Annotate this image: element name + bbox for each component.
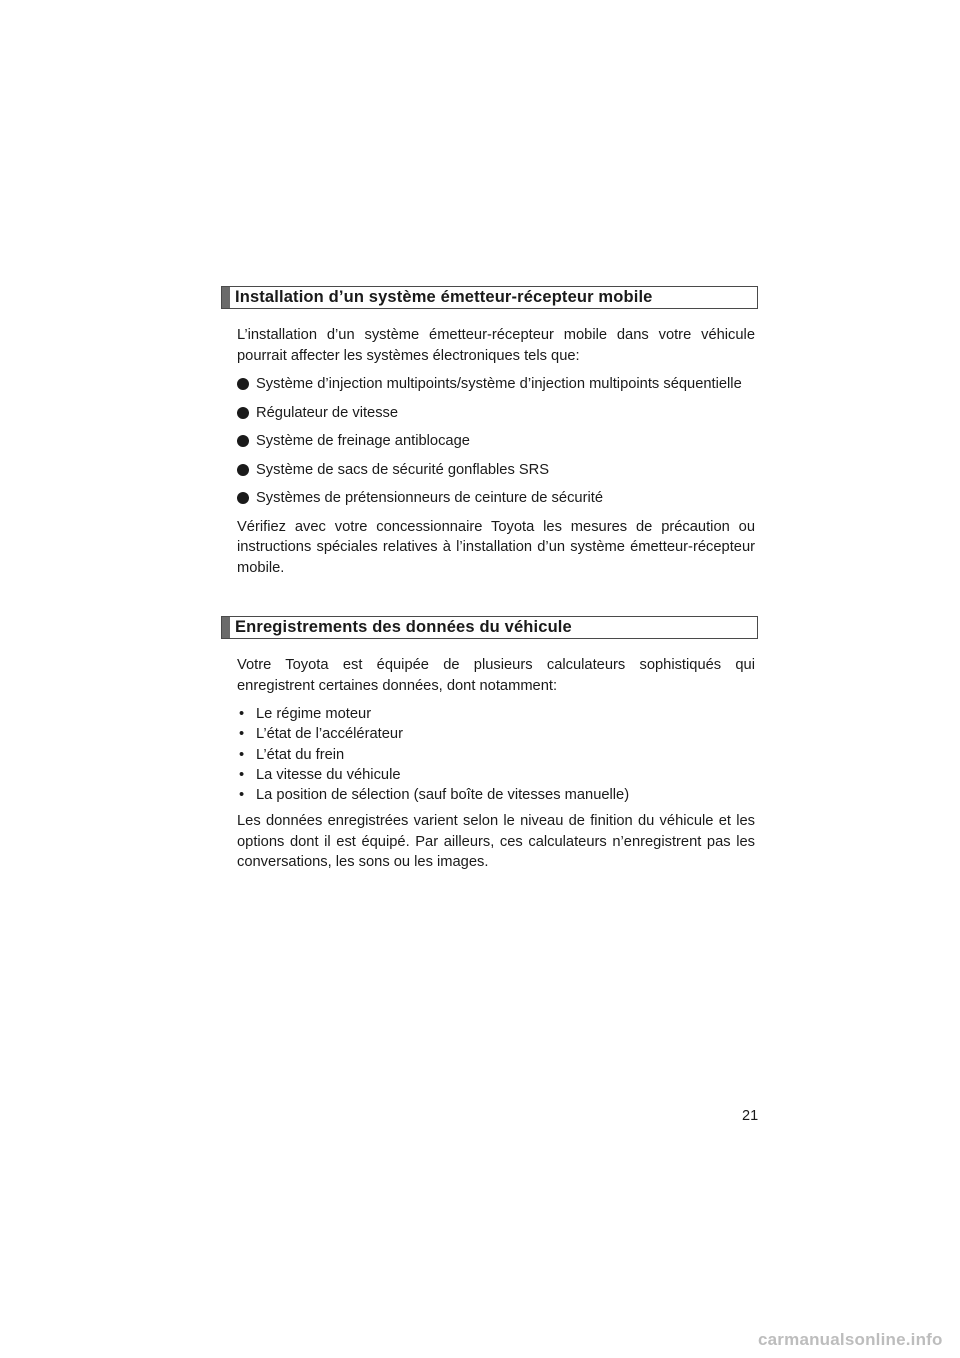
bullet-mark-icon: • [239, 726, 245, 743]
list-item: Système de sacs de sécurité gonflables SRS [237, 460, 755, 481]
bullet-dot-icon [237, 435, 249, 447]
list-item: • L’état du frein [237, 745, 755, 765]
bullet-dot-icon [237, 464, 249, 476]
section-header-data-recording [221, 616, 758, 639]
list-item: Système de freinage antiblocage [237, 431, 755, 452]
dash-list [237, 704, 755, 805]
bullet-mark-icon: • [239, 706, 245, 722]
section-body-transceiver [237, 325, 755, 578]
list-item: Systèmes de prétensionneurs de ceinture de sécurité [237, 488, 755, 509]
bullet-list [237, 374, 755, 509]
list-item: Régulateur de vitesse [237, 403, 755, 424]
section-body-data-recording [237, 655, 755, 873]
section-header-transceiver [221, 286, 758, 309]
paragraph: Votre Toyota est équipée de plusieurs calculateurs sophistiqués qui enregistrent certaines données, dont notamment: [237, 657, 755, 694]
header-bar [222, 617, 230, 638]
list-item: Système d’injection multipoints/système d’injection multipoints séquentielle [237, 374, 755, 395]
bullet-dot-icon [237, 492, 249, 504]
list-item: • L’état de l’accélérateur [237, 724, 755, 744]
list-item: • La position de sélection (sauf boîte de vitesses manuelle) [237, 785, 755, 805]
paragraph: Vérifiez avec votre concessionnaire Toyota les mesures de précaution ou instructions spéciales relatives à l’installation d’un système émetteur-récepteur mobile. [237, 518, 755, 576]
bullet-mark-icon: • [239, 746, 245, 763]
page-number: 21 [742, 1108, 759, 1124]
list-item: • Le régime moteur [237, 704, 755, 724]
section-title: Installation d’un système émetteur-récepteur mobile [235, 288, 653, 306]
section-title: Enregistrements des données du véhicule [235, 618, 572, 636]
bullet-mark-icon: • [239, 766, 245, 783]
header-bar [222, 287, 230, 308]
bullet-dot-icon [237, 407, 249, 419]
watermark: carmanualsonline.info [758, 1330, 943, 1349]
paragraph: L’installation d’un système émetteur-récepteur mobile dans votre véhicule pourrait affecter les systèmes électroniques tels que: [237, 327, 755, 364]
bullet-dot-icon [237, 378, 249, 390]
bullet-mark-icon: • [239, 787, 245, 804]
paragraph: Les données enregistrées varient selon le niveau de finition du véhicule et les options dont il est équipé. Par ailleurs, ces calculateurs n’enregistrent pas les conversations, les sons ou les images. [237, 813, 755, 871]
list-item: • La vitesse du véhicule [237, 765, 755, 785]
